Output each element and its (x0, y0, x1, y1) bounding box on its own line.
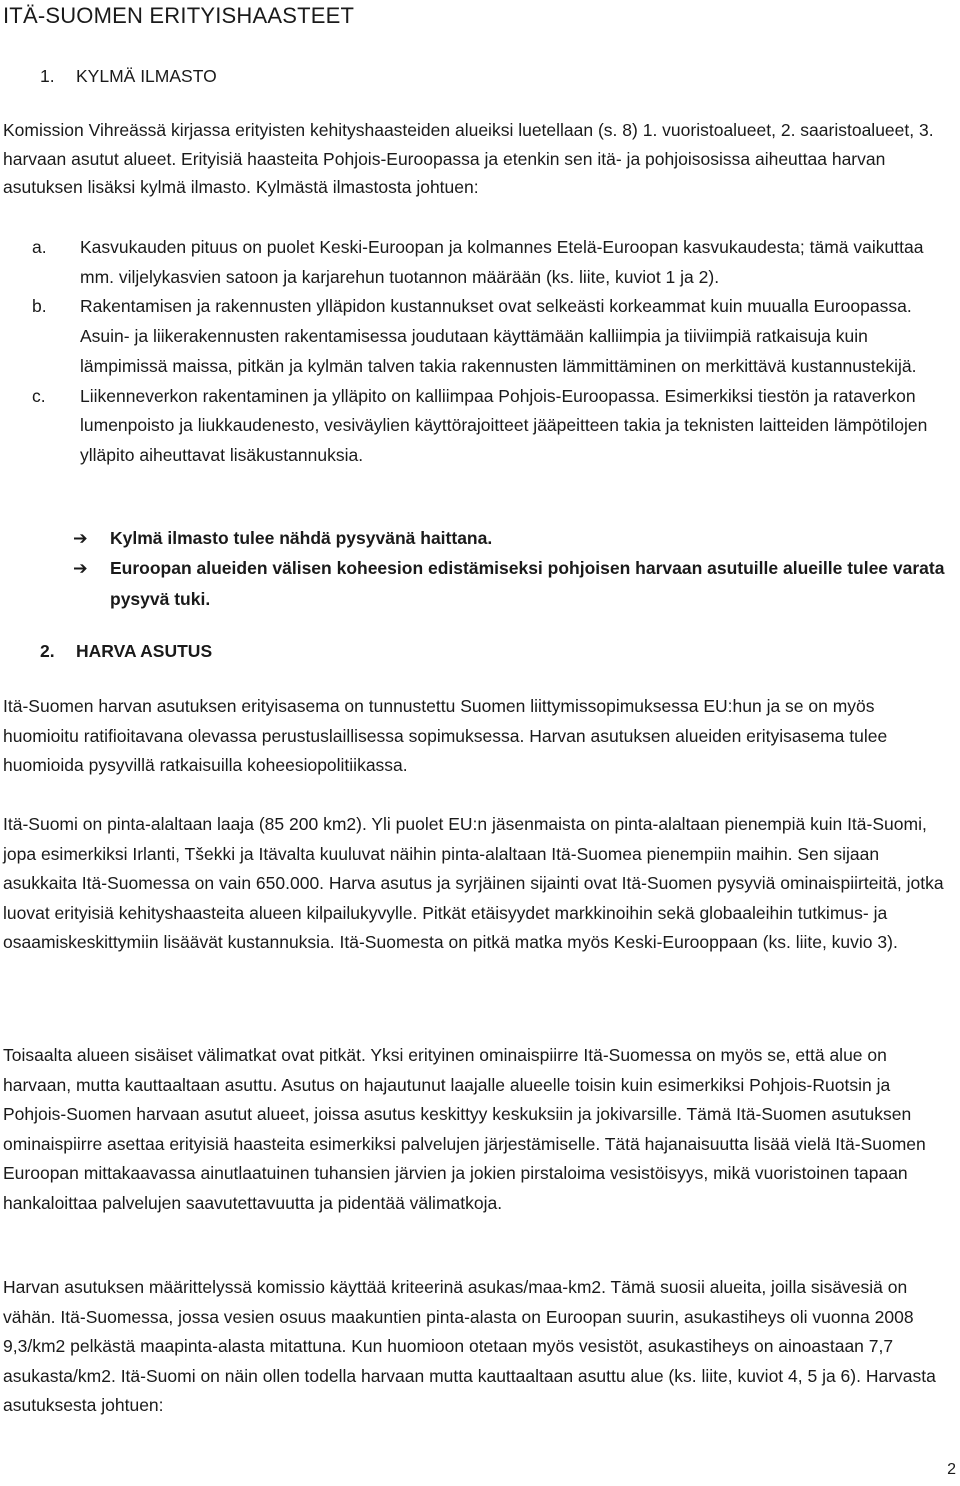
conclusion-text: Euroopan alueiden välisen koheesion edistämiseksi pohjoisen harvaan asutuille alueille tulee varata pysyvä tuki. (110, 558, 945, 609)
paragraph: Toisaalta alueen sisäiset välimatkat ovat pitkät. Yksi erityinen ominaispiirre Itä-Suomessa on myös se, että alue on harvaan, mutta kauttaaltaan asuttu. Asutus on hajautunut laajalle alueelle toisin kuin esimerkiksi Pohjois-Ruotsin ja Pohjois-Suomen harvaan asutut alueet, joissa asutus keskittyy keskuksiin ja jokivarsille. Tämä Itä-Suomen asutuksen ominaispiirre asettaa erityisiä haasteita esimerkiksi palvelujen järjestämiselle. Tätä hajanaisuutta lisää vielä Itä-Suomen Euroopan mittakaavassa ainutlaatuinen tuhansien järvien ja jokien pirstaloima vesistöisyys, mikä vuoristoinen tapaan hankaloittaa palvelujen saavutettavuutta ja pidentää välimatkoja. (3, 1045, 926, 1213)
list-marker: a. (32, 237, 47, 257)
section-1-heading (40, 66, 217, 87)
list-marker: b. (32, 296, 47, 317)
list-marker: c. (32, 385, 46, 406)
list-item-text: Kasvukauden pituus on puolet Keski-Euroopan ja kolmannes Etelä-Euroopan kasvukaudesta; tämä vaikuttaa mm. viljelykasvien satoon ja karjarehun tuotannon määrään (ks. liite, kuviot 1 ja 2). (80, 237, 924, 287)
paragraph: Harvan asutuksen määrittelyssä komissio käyttää kriteerinä asukas/maa-km2. Tämä suosii alueita, joilla sisävesiä on vähän. Itä-Suomessa, jossa vesien osuus maakuntien pinta-alasta on Euroopan suurin, asukastiheys oli vuonna 2008 9,3/km2 pelkästä maapinta-alasta mitattuna. Kun huomioon otetaan myös vesistöt, asukastiheys on ainoastaan 7,7 asukasta/km2. Itä-Suomi on näin ollen todella harvaan mutta kauttaaltaan asuttu alue (ks. liite, kuviot 4, 5 ja 6). Harvasta asutuksesta johtuen: (3, 1277, 936, 1416)
conclusion-text: Kylmä ilmasto tulee nähdä pysyvänä haittana. (110, 528, 493, 548)
page-number: 2 (947, 1461, 956, 1478)
arrow-right-icon: ➔ (73, 528, 88, 548)
paragraph: Itä-Suomi on pinta-alaltaan laaja (85 200 km2). Yli puolet EU:n jäsenmaista on pinta-alaltaan pienempiä kuin Itä-Suomi, jopa esimerkiksi Irlanti, Tšekki ja Itävalta kuuluvat näihin pinta-alaltaan Itä-Suomea pienempiin maihin. Sen sijaan asukkaita Itä-Suomessa on vain 650.000. Harva asutus ja syrjäinen sijainti ovat Itä-Suomen pysyviä ominaispiirteitä, jotka luovat erityisiä kehityshaasteita alueen kilpailukyvylle. Pitkät etäisyydet markkinoihin sekä globaaleihin tutkimus- ja osaamiskeskittymiin lisäävät kustannuksia. Itä-Suomesta on pitkä matka myös Keski-Eurooppaan (ks. liite, kuvio 3). (3, 814, 944, 953)
climate-effects-list (3, 233, 948, 471)
section-2-title: HARVA ASUTUS (76, 641, 213, 661)
document-title: ITÄ-SUOMEN ERITYISHAASTEET (3, 3, 355, 28)
section-1-intro: Komission Vihreässä kirjassa erityisten kehityshaasteiden alueiksi luetellaan (s. 8) 1. vuoristoalueet, 2. saaristoalueet, 3. harvaan asutut alueet. Erityisiä haasteita Pohjois-Euroopassa ja etenkin sen itä- ja pohjoisosissa aiheuttaa harvan asutuksen lisäksi kylmä ilmasto. Kylmästä ilmastosta johtuen: (3, 120, 934, 198)
conclusion-item (3, 523, 948, 553)
section-1-number: 1. (40, 66, 55, 86)
conclusion-item (3, 553, 948, 614)
arrow-right-icon: ➔ (73, 558, 88, 579)
conclusions-list (3, 523, 948, 614)
section-2-number: 2. (40, 641, 55, 661)
list-item-text: Rakentamisen ja rakennusten ylläpidon kustannukset ovat selkeästi korkeammat kuin muualla Euroopassa. Asuin- ja liikerakennusten rakentamisessa joudutaan käyttämään kalliimpia ja tiiviimpiä ratkaisuja kuin lämpimissä maissa, pitkän ja kylmän talven takia rakennusten lämmittäminen on merkittävä kustannustekijä. (80, 296, 917, 376)
section-2-heading (40, 641, 212, 662)
list-item (3, 233, 948, 292)
paragraph: Itä-Suomen harvan asutuksen erityisasema on tunnustettu Suomen liittymissopimuksessa EU:hun ja se on myös huomioitu ratifioitavana olevassa perustuslaillisessa sopimuksessa. Harvan asutuksen alueiden erityisasema tulee huomioida pysyvillä ratkaisuilla koheesiopolitiikassa. (3, 696, 888, 776)
list-item (3, 292, 948, 381)
list-item (3, 382, 948, 471)
section-1-title: KYLMÄ ILMASTO (76, 66, 217, 86)
list-item-text: Liikenneverkon rakentaminen ja ylläpito on kalliimpaa Pohjois-Euroopassa. Esimerkiksi tiestön ja rataverkon lumenpoisto ja liukkaudenesto, vesiväylien käyttörajoitteet jääpeitteen takia ja teknisten laitteiden lämpötilojen ylläpito aiheuttavat lisäkustannuksia. (80, 385, 928, 465)
